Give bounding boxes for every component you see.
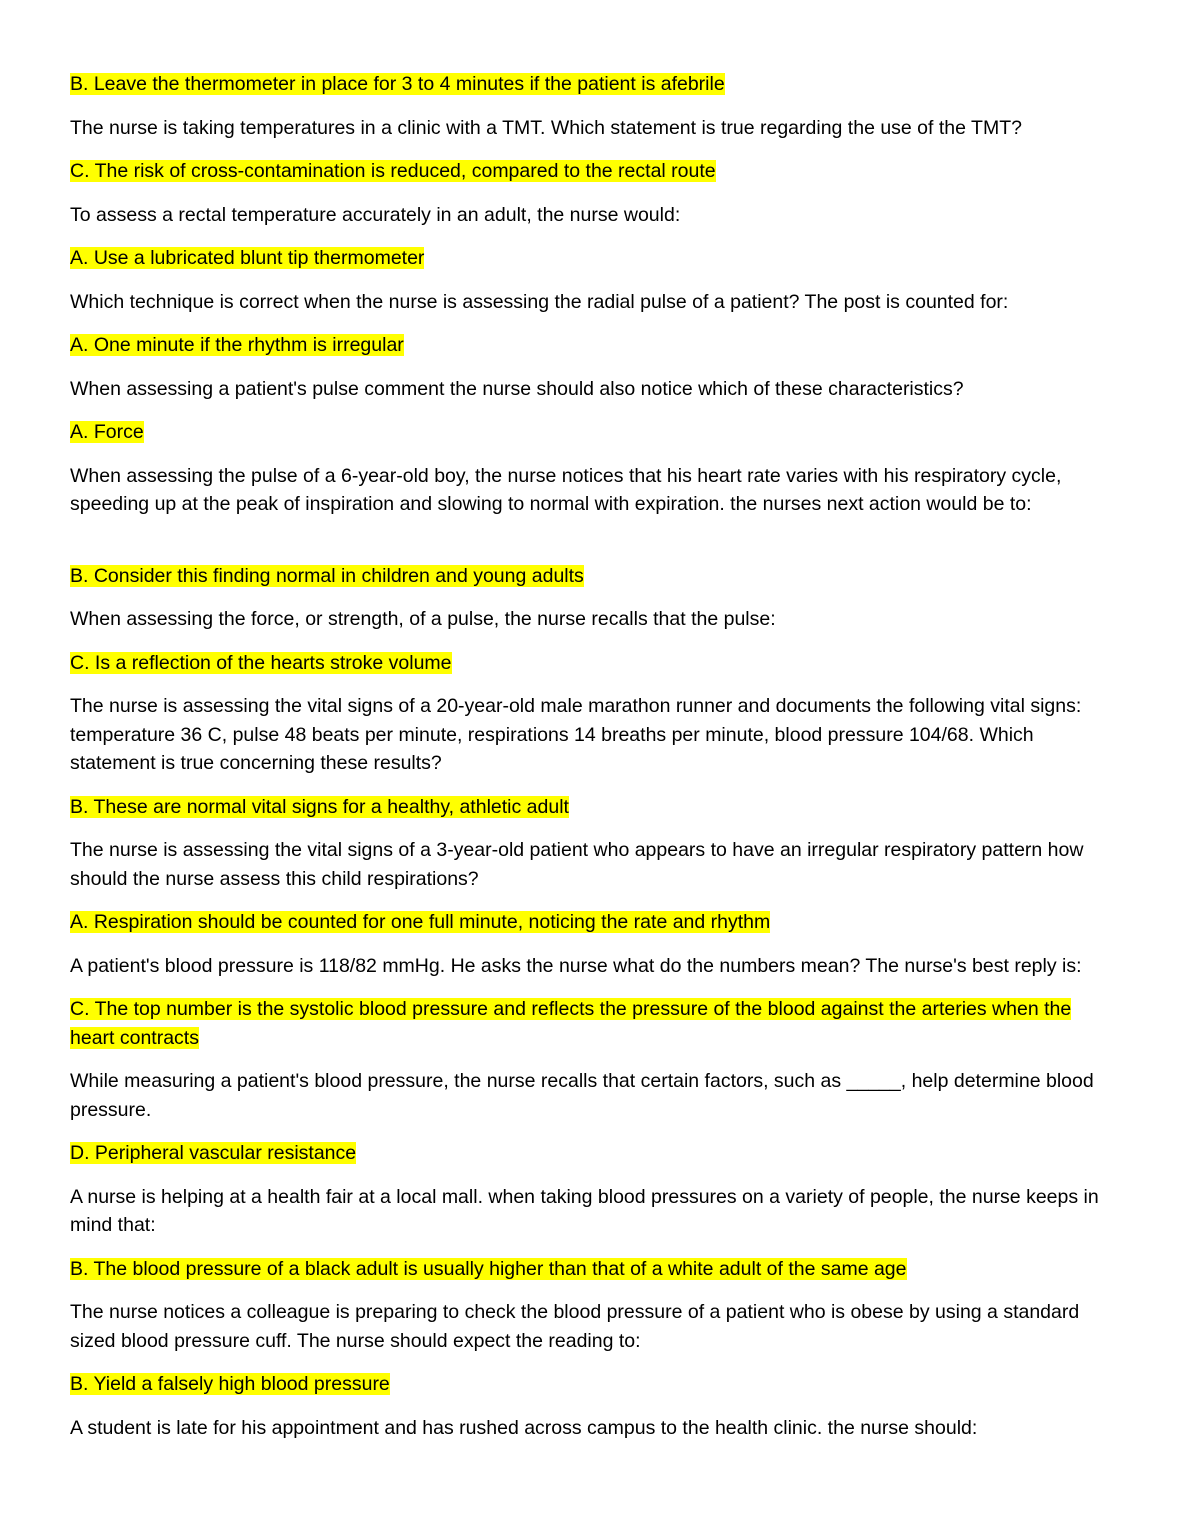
document-page xyxy=(70,70,1110,1457)
question-7: When assessing the force, or strength, of a pulse, the nurse recalls that the pulse: xyxy=(70,608,776,630)
answer-13: B. Yield a falsely high blood pressure xyxy=(70,1373,390,1395)
question-6: When assessing the pulse of a 6-year-old boy, the nurse notices that his heart rate varies with his respiratory cycle, speeding up at the peak of inspiration and slowing to normal with expiration. the nurses next action would be to: xyxy=(70,464,1062,515)
answer-6: B. Consider this finding normal in children and young adults xyxy=(70,564,584,587)
question-2: The nurse is taking temperatures in a clinic with a TMT. Which statement is true regarding the use of the TMT? xyxy=(70,116,1022,139)
question-3: To assess a rectal temperature accurately in an adult, the nurse would: xyxy=(70,203,681,226)
answer-10: C. The top number is the systolic blood pressure and reflects the pressure of the blood against the arteries when the heart contracts xyxy=(70,998,1072,1049)
question-13: The nurse notices a colleague is preparing to check the blood pressure of a patient who is obese by using a standard sized blood pressure cuff. The nurse should expect the reading to: xyxy=(70,1301,1080,1352)
question-10: A patient's blood pressure is 118/82 mmHg. He asks the nurse what do the numbers mean? The nurse's best reply is: xyxy=(70,954,1082,977)
answer-2: C. The risk of cross-contamination is reduced, compared to the rectal route xyxy=(70,160,716,182)
answer-5: A. Force xyxy=(70,421,144,443)
answer-7: C. Is a reflection of the hearts stroke volume xyxy=(70,651,452,674)
answer-1: B. Leave the thermometer in place for 3 to 4 minutes if the patient is afebrile xyxy=(70,73,725,95)
answer-8: B. These are normal vital signs for a healthy, athletic adult xyxy=(70,795,569,818)
question-5: When assessing a patient's pulse comment the nurse should also notice which of these characteristics? xyxy=(70,377,964,400)
question-12: A nurse is helping at a health fair at a local mall. when taking blood pressures on a variety of people, the nurse keeps in mind that: xyxy=(70,1185,1099,1236)
answer-12: B. The blood pressure of a black adult is usually higher than that of a white adult of the same age xyxy=(70,1257,907,1280)
answer-3: A. Use a lubricated blunt tip thermometer xyxy=(70,247,425,269)
answer-4: A. One minute if the rhythm is irregular xyxy=(70,334,404,356)
question-9: The nurse is assessing the vital signs of a 3-year-old patient who appears to have an irregular respiratory pattern how should the nurse assess this child respirations? xyxy=(70,839,1084,890)
question-11: While measuring a patient's blood pressure, the nurse recalls that certain factors, such as _____, help determine blood pressure. xyxy=(70,1070,1094,1121)
question-14: A student is late for his appointment and has rushed across campus to the health clinic. the nurse should: xyxy=(70,1416,978,1439)
question-8: The nurse is assessing the vital signs of a 20-year-old male marathon runner and documents the following vital signs: temperature 36 C, pulse 48 beats per minute, respirations 14 breaths per minute, blood pressure 104/68. Which statement is true concerning these results? xyxy=(70,695,1082,774)
question-4: Which technique is correct when the nurse is assessing the radial pulse of a patient? The post is counted for: xyxy=(70,290,1009,313)
answer-11: D. Peripheral vascular resistance xyxy=(70,1142,357,1164)
answer-9: A. Respiration should be counted for one full minute, noticing the rate and rhythm xyxy=(70,911,771,933)
